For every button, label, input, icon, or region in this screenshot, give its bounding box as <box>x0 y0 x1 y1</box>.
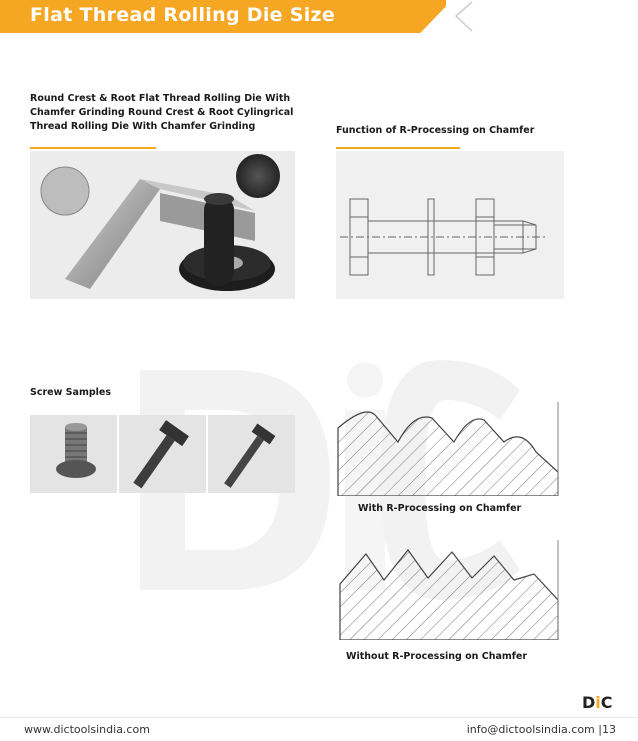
footer-separator: | <box>598 723 602 736</box>
footer-divider <box>0 717 638 718</box>
screw-samples-photo <box>30 415 295 493</box>
die-caption-underline <box>30 147 156 149</box>
without-r-caption: Without R-Processing on Chamfer <box>346 651 528 662</box>
footer-contact <box>467 723 616 736</box>
logo-letter-i: i <box>595 693 601 712</box>
footer-email[interactable]: info@dictoolsindia.com <box>466 723 595 736</box>
die-caption: Round Crest & Root Flat Thread Rolling Die With Chamfer Grinding Round Crest & Root Cylingrical Thread Rolling Die With Chamfer Grinding <box>30 93 294 132</box>
footer-website[interactable]: www.dictoolsindia.com <box>24 723 150 736</box>
logo-letter-d: D <box>582 693 596 712</box>
thread-diagram-with-r <box>336 402 564 496</box>
logo-letter-c: C <box>600 693 613 712</box>
function-caption: Function of R-Processing on Chamfer <box>336 125 535 136</box>
with-r-caption: With R-Processing on Chamfer <box>358 503 522 514</box>
function-caption-underline <box>336 147 460 149</box>
dic-logo <box>582 693 613 712</box>
screw-caption: Screw Samples <box>30 387 111 398</box>
thread-diagram-without-r <box>336 540 564 640</box>
page-number: 13 <box>602 723 616 736</box>
bolt-diagram <box>336 151 564 299</box>
header-chevron <box>446 0 476 33</box>
page-title: Flat Thread Rolling Die Size <box>30 4 336 26</box>
die-photo <box>30 151 295 299</box>
